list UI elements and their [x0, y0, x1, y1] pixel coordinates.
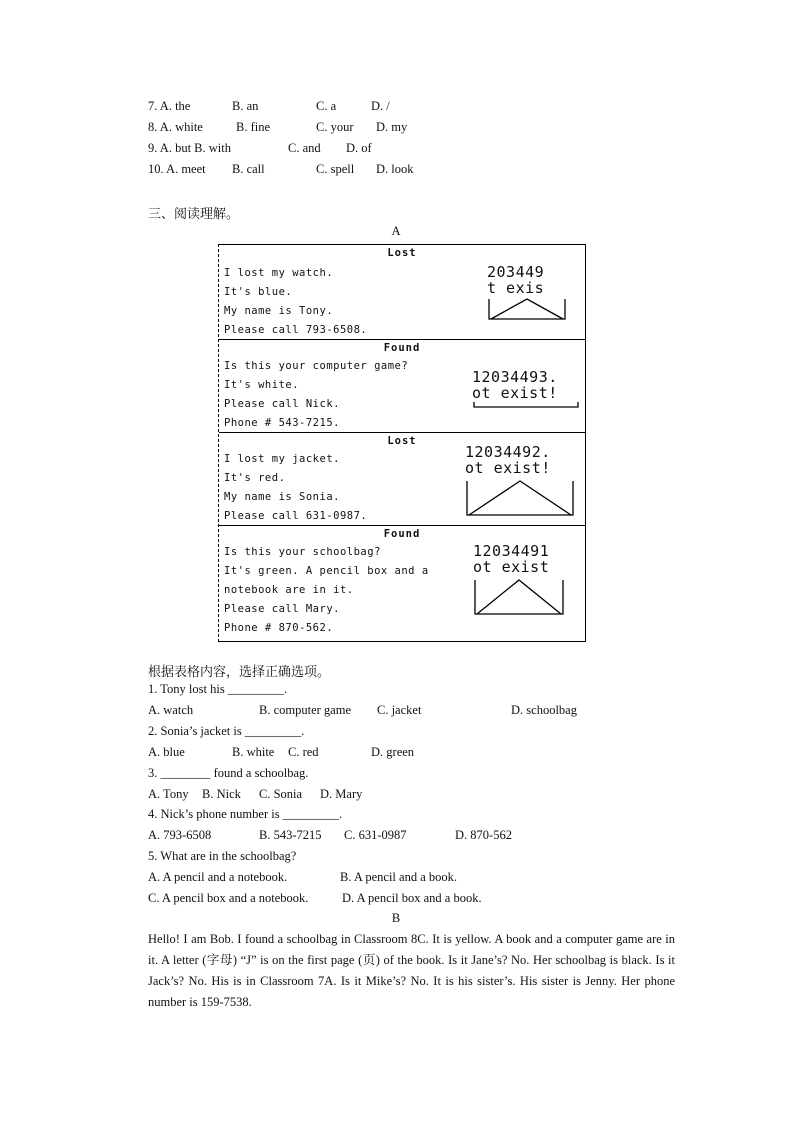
option: D. green — [371, 745, 415, 759]
notice-line: I lost my watch. — [224, 267, 334, 279]
option: B. call — [232, 162, 265, 176]
option: B. computer game — [259, 703, 351, 717]
image-number: 12034493. — [472, 368, 558, 386]
notice-line: Phone # 870-562. — [224, 622, 334, 634]
image-caption: t exis — [487, 279, 545, 297]
option: D. / — [371, 99, 390, 113]
option: B. 543-7215 — [259, 828, 322, 842]
notice-line: notebook are in it. — [224, 584, 354, 596]
notice-title: Found — [383, 342, 421, 354]
notice-title: Lost — [387, 247, 417, 259]
section-heading: 三、阅读理解。 — [148, 207, 240, 222]
notice-line: It's red. — [224, 472, 286, 484]
question-3: 3. ________ found a schoolbag. — [148, 766, 309, 780]
notice-line: Please call 793-6508. — [224, 324, 368, 336]
question-5: 5. What are in the schoolbag? — [148, 849, 297, 863]
option: C. A pencil box and a notebook. — [148, 891, 309, 905]
option: C. red — [288, 745, 319, 759]
option: C. 631-0987 — [344, 828, 407, 842]
option: C. Sonia — [259, 787, 303, 801]
passage-b-label: B — [391, 911, 401, 925]
notice-board — [218, 244, 586, 642]
option: D. 870-562 — [455, 828, 512, 842]
option: D. of — [346, 141, 372, 155]
option: C. jacket — [377, 703, 422, 717]
notice-lost-watch — [219, 245, 585, 340]
option: D. A pencil box and a book. — [342, 891, 482, 905]
option: D. my — [376, 120, 408, 134]
image-frame-icon — [465, 477, 577, 517]
passage-a-label: A — [391, 224, 401, 238]
option: B. fine — [236, 120, 271, 134]
option: 10. A. meet — [148, 162, 206, 176]
option: A. watch — [148, 703, 194, 717]
image-number: 203449 — [487, 263, 545, 281]
option: D. Mary — [320, 787, 363, 801]
notice-line: Is this your schoolbag? — [224, 546, 381, 558]
broken-image-placeholder — [465, 443, 577, 517]
notice-line: It's white. — [224, 379, 300, 391]
notice-line: My name is Sonia. — [224, 491, 340, 503]
notice-lost-jacket — [219, 433, 585, 526]
image-frame-icon — [473, 576, 567, 616]
notice-title: Found — [383, 528, 421, 540]
image-number: 12034491 — [473, 542, 550, 560]
option: A. Tony — [148, 787, 189, 801]
image-frame-icon — [487, 297, 567, 321]
question-4: 4. Nick’s phone number is _________. — [148, 807, 343, 821]
option: B. Nick — [202, 787, 241, 801]
passage-b-text: Hello! I am Bob. I found a schoolbag in Classroom 8C. It is yellow. A book and a computer game are in it. A letter (字母) “J” is on the first page (页) of the book. Is it Jane’s? No. Her schoolbag is black. Is it Jack’s? No. His is in Classroom 7A. Is it Mike’s? No. It is his sister’s. His sister is Jenny. Her phone number is 159-7538. — [148, 932, 675, 1009]
notice-title: Lost — [387, 435, 417, 447]
instruction: 根据表格内容，选择正确选项。 — [148, 665, 331, 680]
option: A. blue — [148, 745, 185, 759]
notice-line: It's blue. — [224, 286, 293, 298]
option: B. A pencil and a book. — [340, 870, 457, 884]
question-2: 2. Sonia’s jacket is _________. — [148, 724, 305, 738]
broken-image-placeholder — [487, 263, 567, 321]
option: C. your — [316, 120, 354, 134]
image-frame-icon — [472, 402, 582, 408]
broken-image-placeholder — [473, 542, 567, 616]
notice-line: I lost my jacket. — [224, 453, 340, 465]
question-1: 1. Tony lost his _________. — [148, 682, 288, 696]
image-caption: ot exist — [473, 558, 550, 576]
option: D. look — [376, 162, 414, 176]
option: D. schoolbag — [511, 703, 577, 717]
notice-line: Please call Mary. — [224, 603, 340, 615]
notice-line: Phone # 543-7215. — [224, 417, 340, 429]
image-caption: ot exist! — [465, 459, 551, 477]
notice-line: Is this your computer game? — [224, 360, 409, 372]
option: B. white — [232, 745, 275, 759]
image-caption: ot exist! — [472, 384, 558, 402]
option: 9. A. but B. with — [148, 141, 231, 155]
option: 7. A. the — [148, 99, 191, 113]
broken-image-placeholder — [472, 368, 582, 408]
option: C. and — [288, 141, 321, 155]
option: C. spell — [316, 162, 355, 176]
option: A. A pencil and a notebook. — [148, 870, 288, 884]
notice-line: Please call 631-0987. — [224, 510, 368, 522]
notice-found-game — [219, 340, 585, 433]
option: C. a — [316, 99, 337, 113]
option: 8. A. white — [148, 120, 203, 134]
notice-found-schoolbag — [219, 526, 585, 642]
image-number: 12034492. — [465, 443, 551, 461]
notice-line: It's green. A pencil box and a — [224, 565, 429, 577]
option: A. 793-6508 — [148, 828, 212, 842]
notice-line: Please call Nick. — [224, 398, 340, 410]
option: B. an — [232, 99, 259, 113]
notice-line: My name is Tony. — [224, 305, 334, 317]
